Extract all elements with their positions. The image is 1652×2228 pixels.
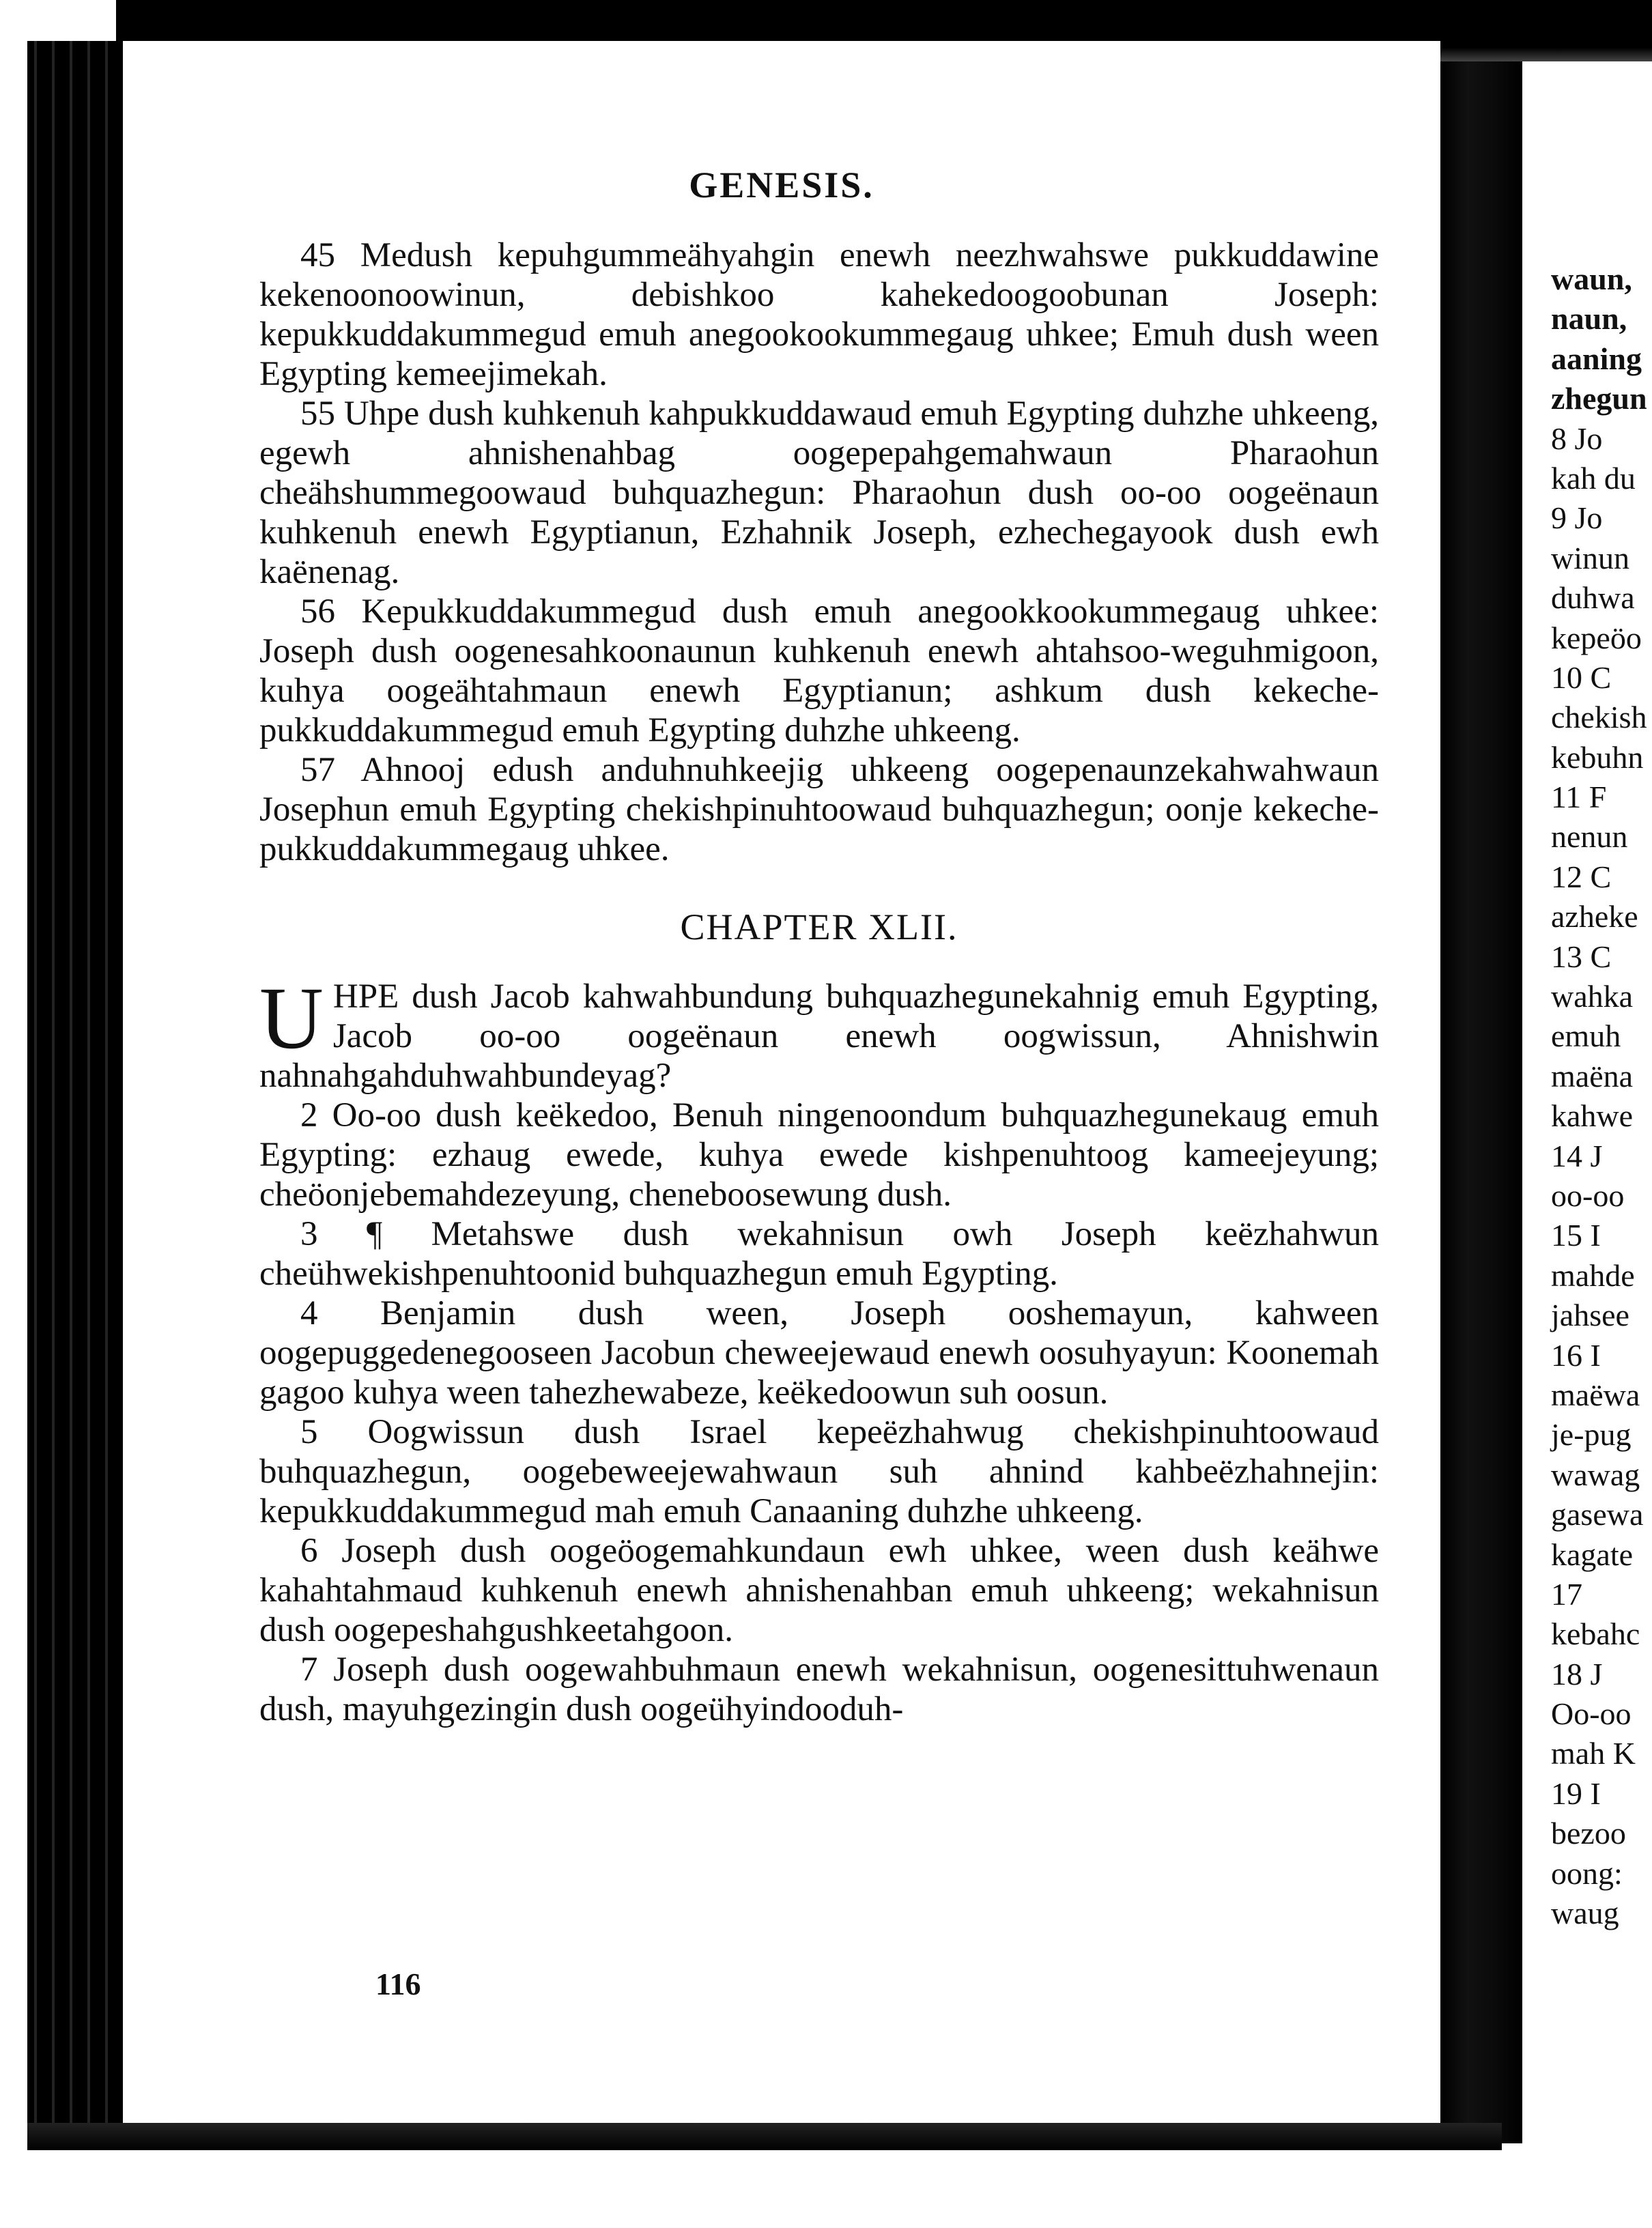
- verse-45: [259, 235, 1379, 394]
- verse-56: [259, 592, 1379, 750]
- right-page-line: mahde: [1551, 1257, 1635, 1293]
- right-page-line: gasewa: [1551, 1497, 1644, 1532]
- right-page-line: mah K: [1551, 1736, 1636, 1771]
- bottom-shadow: [27, 2123, 1502, 2150]
- right-page-line: chekish: [1551, 700, 1647, 735]
- right-page-line: waug: [1551, 1896, 1619, 1931]
- verse-text: Joseph dush oogewahbuhmaun enewh wekahnisun, oogenesittuhwenaun dush, mayuhgezingin dush oogeühyindooduh-: [259, 1651, 1380, 1728]
- right-page-line: 12 C: [1551, 859, 1612, 894]
- right-page-line: nenun: [1551, 819, 1628, 855]
- verse-2: [259, 1096, 1379, 1214]
- right-page-line: maëna: [1551, 1058, 1634, 1094]
- right-page-line: oo-oo: [1551, 1177, 1625, 1213]
- right-page-line: oong:: [1551, 1855, 1623, 1891]
- right-page-line: emuh: [1551, 1018, 1621, 1054]
- verse-text: Joseph dush oogeöogemahkundaun ewh uhkee, ween dush keähwe kahahtahmaud kuhkenuh enewh ahnishenahban emuh uhkeeng; wekahnisun dush oogepeshahgushkeetahgoon.: [259, 1532, 1380, 1649]
- page-body: [259, 235, 1379, 1729]
- verse-number: 4: [300, 1294, 318, 1332]
- verse-4: [259, 1294, 1379, 1412]
- verse-text: Ahnooj edush anduhnuhkeejig uhkeeng oogepenaunzekahwahwaun Josephun emuh Egypting chekishpinuhtoowaud buhquazhegun; oonje kekeche-pukkuddakummegaug uhkee.: [259, 751, 1379, 868]
- running-header: GENESIS.: [689, 165, 874, 205]
- right-page-line: aaning: [1551, 341, 1642, 376]
- right-page-line: kagate: [1551, 1537, 1634, 1572]
- right-page-line: 16 I: [1551, 1337, 1601, 1373]
- right-page-line: naun,: [1551, 301, 1627, 337]
- verse-5: [259, 1412, 1379, 1531]
- right-page-line: jahsee: [1551, 1298, 1629, 1333]
- right-page-line: bezoo: [1551, 1816, 1626, 1851]
- right-page-line: 18 J: [1551, 1656, 1603, 1691]
- right-page-line: winun: [1551, 540, 1629, 575]
- right-page-line: Oo-oo: [1551, 1696, 1632, 1732]
- right-page-line: waun,: [1551, 261, 1632, 296]
- verse-number: 56: [300, 592, 335, 631]
- right-page-line: 13 C: [1551, 939, 1612, 974]
- right-page-line: kahwe: [1551, 1098, 1634, 1134]
- page-gutter: [1440, 61, 1522, 2143]
- verse-number: 55: [300, 395, 335, 433]
- verse-number: 3 ¶: [300, 1215, 383, 1253]
- verse-57: [259, 750, 1379, 869]
- verse-number: 7: [300, 1651, 318, 1689]
- page-number: 116: [375, 1967, 421, 2001]
- right-page-line: kebahc: [1551, 1616, 1640, 1652]
- right-page-line: 14 J: [1551, 1138, 1603, 1173]
- right-page-line: 8 Jo: [1551, 420, 1603, 456]
- right-page-line: azheke: [1551, 899, 1638, 934]
- right-page-text: [1551, 259, 1647, 1933]
- verse-text: Benjamin dush ween, Joseph ooshemayun, kahween oogepuggedenegooseen Jacobun cheweejewaud enewh oosuhyayun: Koonemah gagoo kuhya ween tahezhewabeze, keëkedoowun suh oosun.: [259, 1294, 1379, 1412]
- verse-number: 6: [300, 1532, 318, 1570]
- verse-number: 2: [300, 1096, 318, 1134]
- right-page-line: duhwa: [1551, 580, 1635, 616]
- right-page-line: je-pug: [1551, 1417, 1632, 1453]
- book-binding: [27, 41, 123, 2143]
- right-page-line: 15 I: [1551, 1218, 1601, 1253]
- verse-1: [259, 969, 1379, 1096]
- verse-text: Kepukkuddakummegud dush emuh anegookkookummegaug uhkee: Joseph dush oogenesahkoonaunun kuhkenuh enewh ahtahsoo-weguhmigoon, kuhya oogeähtahmaun enewh Egyptianun; ashkum dush kekeche-pukkuddakummegud emuh Egypting duhzhe uhkeeng.: [259, 592, 1379, 749]
- right-page-line: 9 Jo: [1551, 500, 1603, 536]
- verse-55: [259, 394, 1379, 592]
- verse-number: 5: [300, 1413, 318, 1451]
- right-page-line: zhegun: [1551, 381, 1647, 416]
- verse-3: [259, 1214, 1379, 1294]
- right-page-line: 19 I: [1551, 1775, 1601, 1811]
- verse-text: Oo-oo dush keëkedoo, Benuh ningenoondum buhquazhegunekaug emuh Egypting: ezhaug ewede, kuhya ewede kishpenuhtoog kameejeyung; cheöonjebemahdezeyung, cheneboosewung dush.: [259, 1096, 1380, 1214]
- verse-number: 57: [300, 751, 335, 789]
- verse-text: Medush kepuhgummeähyahgin enewh neezhwahswe pukkuddawine kekenoonoowinun, debishkoo kahekedoogoobunan Joseph: kepukkuddakummegud emuh anegookookummegaug uhkee; Emuh dush ween Egypting kemeejimekah.: [259, 236, 1380, 393]
- right-page-line: kepeöo: [1551, 620, 1642, 655]
- verse-text: Uhpe dush kuhkenuh kahpukkuddawaud emuh Egypting duhzhe uhkeeng, egewh ahnishenahbag oogepepahgemahwaun Pharaohun cheähshummegoowaud buhquazhegun: Pharaohun dush oo-oo oogeënaun kuhkenuh enewh Egyptianun, Ezhahnik Joseph, ezhechegayook dush ewh kaënenag.: [259, 395, 1379, 591]
- chapter-title: CHAPTER XLII.: [680, 906, 958, 947]
- right-page-line: kah du: [1551, 460, 1636, 496]
- right-page-line: 11 F: [1551, 780, 1607, 815]
- right-page-line: maëwa: [1551, 1377, 1640, 1412]
- verse-number: 45: [300, 236, 335, 274]
- verse-text: HPE dush Jacob kahwahbundung buhquazhegunekahnig emuh Egypting, Jacob oo-oo oogeënaun enewh oogwissun, Ahnishwin nahnahgahduhwahbundeyag?: [259, 977, 1379, 1095]
- right-page-line: 17: [1551, 1576, 1582, 1612]
- right-page-line: kebuhn: [1551, 739, 1644, 775]
- verse-text: Metahswe dush wekahnisun owh Joseph keëzhahwun cheühwekishpenuhtoonid buhquazhegun emuh Egypting.: [259, 1215, 1379, 1293]
- verse-text: Oogwissun dush Israel kepeëzhahwug chekishpinuhtoowaud buhquazhegun, oogebeweejewahwaun suh ahnind kahbeëzhahnejin: kepukkuddakummegud mah emuh Canaaning duhzhe uhkeeng.: [259, 1413, 1379, 1530]
- right-page-line: 10 C: [1551, 659, 1612, 695]
- verse-7: [259, 1650, 1379, 1729]
- verse-6: [259, 1531, 1379, 1650]
- drop-cap: U: [259, 969, 324, 1068]
- right-page-line: wawag: [1551, 1457, 1640, 1492]
- right-page-line: wahka: [1551, 979, 1634, 1014]
